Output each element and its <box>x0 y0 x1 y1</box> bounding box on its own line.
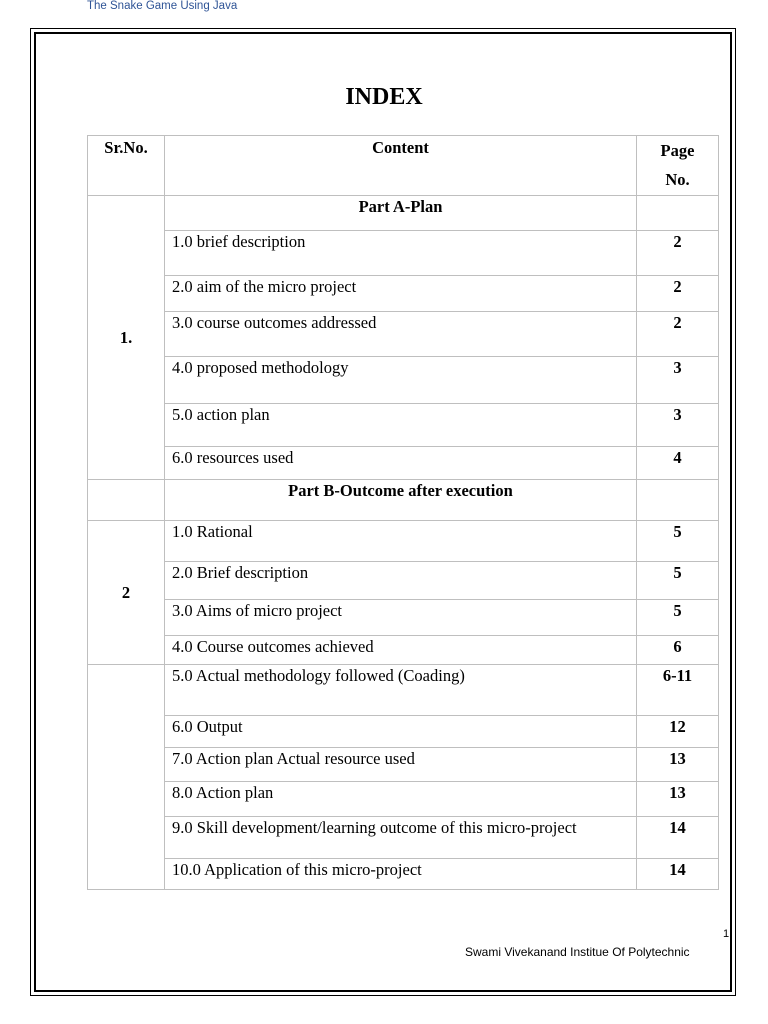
table-row <box>88 636 719 665</box>
index-table <box>87 135 719 890</box>
table-row <box>88 447 719 480</box>
table-row <box>88 521 719 562</box>
part-a-title-page <box>637 196 719 231</box>
header-page-no <box>637 136 719 196</box>
row-content: 3.0 course outcomes addressed <box>165 312 637 357</box>
table-row <box>88 231 719 276</box>
row-page: 3 <box>637 404 719 447</box>
header-page-line2: No. <box>665 170 690 189</box>
table-row <box>88 748 719 782</box>
table-row <box>88 404 719 447</box>
header-page-line1: Page <box>660 141 695 160</box>
running-header: The Snake Game Using Java <box>87 0 238 12</box>
row-content: 4.0 proposed methodology <box>165 357 637 404</box>
table-row <box>88 716 719 748</box>
part-a-sr-no: 1. <box>88 196 165 480</box>
part-b-title-row <box>88 480 719 521</box>
header-sr-no: Sr.No. <box>88 136 165 196</box>
table-row <box>88 859 719 890</box>
table-row <box>88 782 719 817</box>
row-page: 5 <box>637 600 719 636</box>
part-a-title: Part A-Plan <box>165 196 637 231</box>
row-page: 2 <box>637 231 719 276</box>
row-content: 10.0 Application of this micro-project <box>165 859 637 890</box>
row-content: 3.0 Aims of micro project <box>165 600 637 636</box>
row-page: 6-11 <box>637 665 719 716</box>
row-page: 4 <box>637 447 719 480</box>
row-content: 4.0 Course outcomes achieved <box>165 636 637 665</box>
row-page: 13 <box>637 748 719 782</box>
row-page: 14 <box>637 817 719 859</box>
row-content: 9.0 Skill development/learning outcome of this micro-project <box>165 817 637 859</box>
part-a-title-row <box>88 196 719 231</box>
row-content: 1.0 brief description <box>165 231 637 276</box>
row-page: 2 <box>637 312 719 357</box>
table-row <box>88 665 719 716</box>
row-page: 5 <box>637 521 719 562</box>
row-content: 7.0 Action plan Actual resource used <box>165 748 637 782</box>
table-row <box>88 312 719 357</box>
page-number: 1 <box>723 928 730 940</box>
row-page: 14 <box>637 859 719 890</box>
page-title: INDEX <box>345 84 423 110</box>
table-row <box>88 817 719 859</box>
row-content: 1.0 Rational <box>165 521 637 562</box>
part-b-title: Part B-Outcome after execution <box>165 480 637 521</box>
row-page: 2 <box>637 276 719 312</box>
table-row <box>88 357 719 404</box>
row-page: 12 <box>637 716 719 748</box>
table-row <box>88 600 719 636</box>
row-page: 5 <box>637 562 719 600</box>
part-b-sr-no: 2 <box>88 521 165 665</box>
row-page: 13 <box>637 782 719 817</box>
row-content: 6.0 resources used <box>165 447 637 480</box>
row-content: 2.0 aim of the micro project <box>165 276 637 312</box>
part-b-title-page <box>637 480 719 521</box>
table-header-row <box>88 136 719 196</box>
row-content: 5.0 Actual methodology followed (Coading) <box>165 665 637 716</box>
header-content: Content <box>165 136 637 196</box>
part-b-sr-continued <box>88 665 165 890</box>
row-page: 3 <box>637 357 719 404</box>
row-content: 6.0 Output <box>165 716 637 748</box>
row-content: 2.0 Brief description <box>165 562 637 600</box>
institute-footer: Swami Vivekanand Institue Of Polytechnic <box>465 945 690 959</box>
row-content: 8.0 Action plan <box>165 782 637 817</box>
row-page: 6 <box>637 636 719 665</box>
row-content: 5.0 action plan <box>165 404 637 447</box>
table-row <box>88 276 719 312</box>
part-b-title-sr <box>88 480 165 521</box>
table-row <box>88 562 719 600</box>
